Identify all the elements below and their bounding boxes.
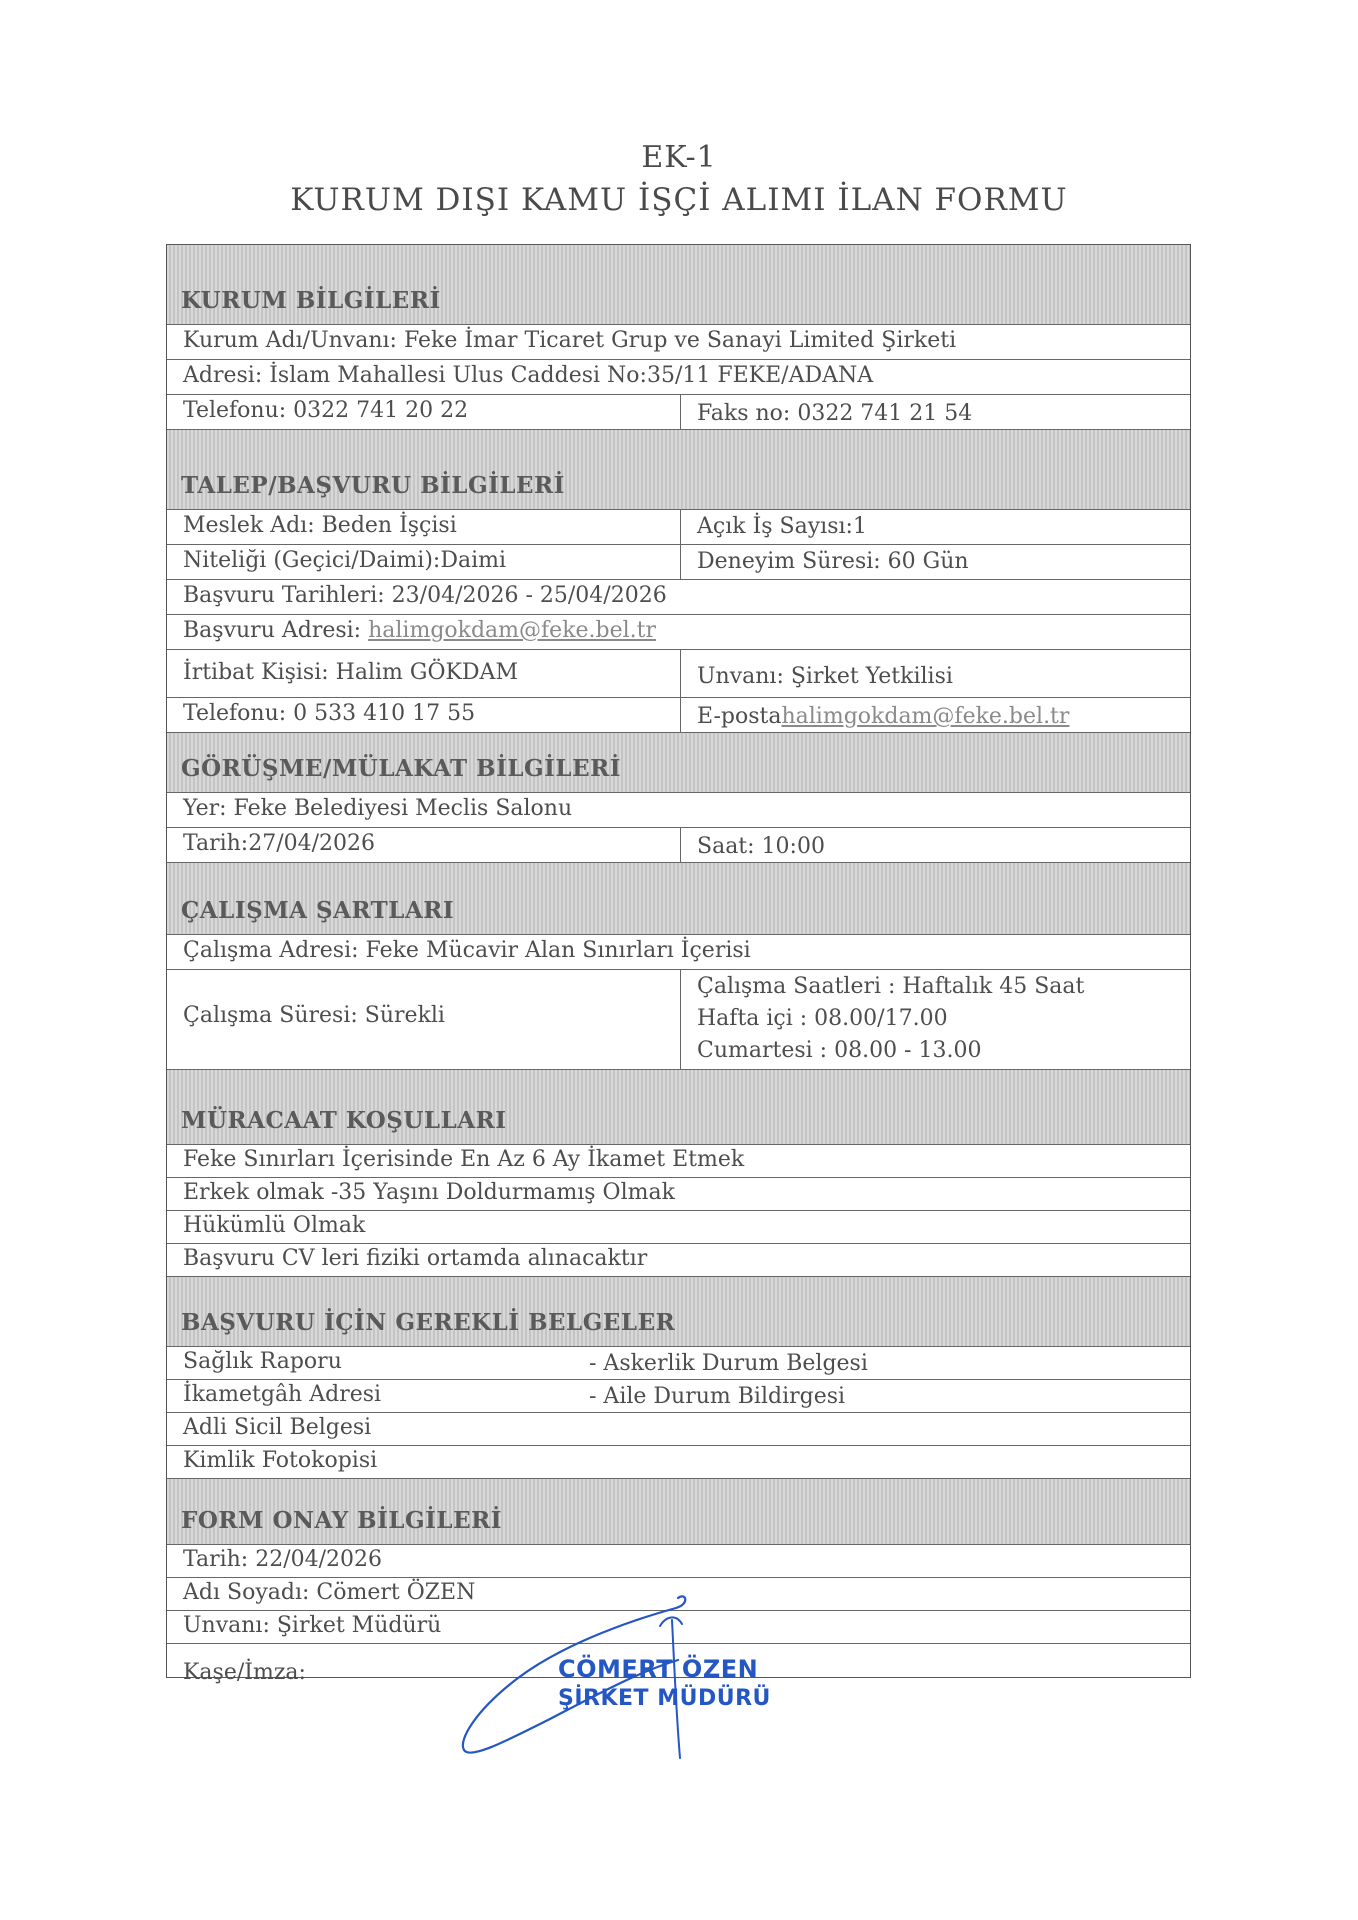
talep-phone-row (167, 698, 1190, 733)
talep-contact-row (167, 650, 1190, 698)
occupation: Meslek Adı: Beden İşçisi (183, 513, 457, 538)
stamp-signature-label: Kaşe/İmza: (183, 1660, 306, 1685)
work-address: Çalışma Adresi: Feke Mücavir Alan Sınırları İçerisi (183, 938, 751, 963)
column-divider (680, 650, 681, 697)
interview-place-row (167, 793, 1190, 828)
application-email-link[interactable]: halimgokdam@feke.bel.tr (368, 618, 657, 643)
document-row (167, 1446, 1190, 1479)
kurum-phone-row (167, 395, 1190, 430)
condition-item: Feke Sınırları İçerisinde En Az 6 Ay İkamet Etmek (183, 1147, 745, 1172)
approval-date: Tarih: 22/04/2026 (183, 1547, 383, 1572)
section-belgeler-header: BAŞVURU İÇİN GEREKLİ BELGELER (167, 1277, 1190, 1347)
document-row (167, 1413, 1190, 1446)
section-muracaat-header: MÜRACAAT KOŞULLARI (167, 1070, 1190, 1145)
column-divider (680, 828, 681, 862)
condition-item: Hükümlü Olmak (183, 1213, 366, 1238)
interview-date: Tarih:27/04/2026 (183, 831, 376, 856)
application-address: Başvuru Adresi: halimgokdam@feke.bel.tr (183, 618, 657, 643)
stamp-line-2: ŞİRKET MÜDÜRÜ (558, 1686, 771, 1711)
talep-dates-row (167, 580, 1190, 615)
document-item: Kimlik Fotokopisi (183, 1448, 378, 1473)
open-positions: Açık İş Sayısı:1 (697, 514, 867, 539)
stamp-line-1: CÖMERT ÖZEN (558, 1655, 759, 1683)
work-duration: Çalışma Süresi: Sürekli (183, 1003, 445, 1028)
kurum-address-row (167, 360, 1190, 395)
contact-email: E-postahalimgokdam@feke.bel.tr (697, 704, 1070, 729)
kurum-phone: Telefonu: 0322 741 20 22 (183, 398, 469, 423)
experience-period: Deneyim Süresi: 60 Gün (697, 549, 969, 574)
contact-email-link[interactable]: halimgokdam@feke.bel.tr (781, 704, 1070, 729)
weekday-hours: Hafta içi : 08.00/17.00 (697, 1006, 948, 1031)
section-calisma-header: ÇALIŞMA ŞARTLARI (167, 863, 1190, 935)
condition-row (167, 1211, 1190, 1244)
interview-time: Saat: 10:00 (697, 834, 825, 859)
approval-date-row (167, 1545, 1190, 1578)
saturday-hours: Cumartesi : 08.00 - 13.00 (697, 1038, 982, 1063)
condition-row (167, 1244, 1190, 1277)
kurum-address: Adresi: İslam Mahallesi Ulus Caddesi No:35/11 FEKE/ADANA (183, 363, 874, 388)
document-item: İkametgâh Adresi (183, 1382, 382, 1407)
contact-title: Unvanı: Şirket Yetkilisi (697, 664, 953, 689)
talep-nature-row (167, 545, 1190, 580)
approver-name: Adı Soyadı: Cömert ÖZEN (183, 1580, 476, 1605)
talep-occupation-row (167, 510, 1190, 545)
work-hours: Çalışma Saatleri : Haftalık 45 Saat (697, 974, 1085, 999)
section-kurum-header: KURUM BİLGİLERİ (167, 245, 1190, 325)
kurum-fax: Faks no: 0322 741 21 54 (697, 401, 973, 426)
talep-address-row (167, 615, 1190, 650)
condition-row (167, 1145, 1190, 1178)
section-talep-header: TALEP/BAŞVURU BİLGİLERİ (167, 430, 1190, 510)
column-divider (680, 545, 681, 579)
annex-label: EK-1 (641, 140, 717, 175)
column-divider (680, 970, 681, 1069)
contact-person: İrtibat Kişisi: Halim GÖKDAM (183, 660, 518, 685)
work-address-row (167, 935, 1190, 970)
document-row (167, 1347, 1190, 1380)
column-divider (680, 510, 681, 544)
interview-place: Yer: Feke Belediyesi Meclis Salonu (183, 796, 573, 821)
document-item: - Aile Durum Bildirgesi (589, 1384, 846, 1409)
document-item: Adli Sicil Belgesi (183, 1415, 372, 1440)
condition-item: Başvuru CV leri fiziki ortamda alınacaktır (183, 1246, 648, 1271)
approver-title: Unvanı: Şirket Müdürü (183, 1613, 442, 1638)
kurum-name: Kurum Adı/Unvanı: Feke İmar Ticaret Grup ve Sanayi Limited Şirketi (183, 328, 957, 353)
condition-row (167, 1178, 1190, 1211)
document-row (167, 1380, 1190, 1413)
condition-item: Erkek olmak -35 Yaşını Doldurmamış Olmak (183, 1180, 675, 1205)
work-schedule-row (167, 970, 1190, 1070)
document-item: - Askerlik Durum Belgesi (589, 1351, 868, 1376)
document-item: Sağlık Raporu (183, 1349, 342, 1374)
column-divider (680, 698, 681, 732)
section-gorusme-header: GÖRÜŞME/MÜLAKAT BİLGİLERİ (167, 733, 1190, 793)
section-onay-header: FORM ONAY BİLGİLERİ (167, 1479, 1190, 1545)
form-title: KURUM DIŞI KAMU İŞÇİ ALIMI İLAN FORMU (290, 182, 1068, 218)
application-dates: Başvuru Tarihleri: 23/04/2026 - 25/04/2026 (183, 583, 667, 608)
column-divider (680, 395, 681, 429)
job-nature: Niteliği (Geçici/Daimi):Daimi (183, 548, 507, 573)
kurum-name-row (167, 325, 1190, 360)
contact-phone: Telefonu: 0 533 410 17 55 (183, 701, 476, 726)
interview-date-row (167, 828, 1190, 863)
application-form (166, 244, 1191, 1685)
